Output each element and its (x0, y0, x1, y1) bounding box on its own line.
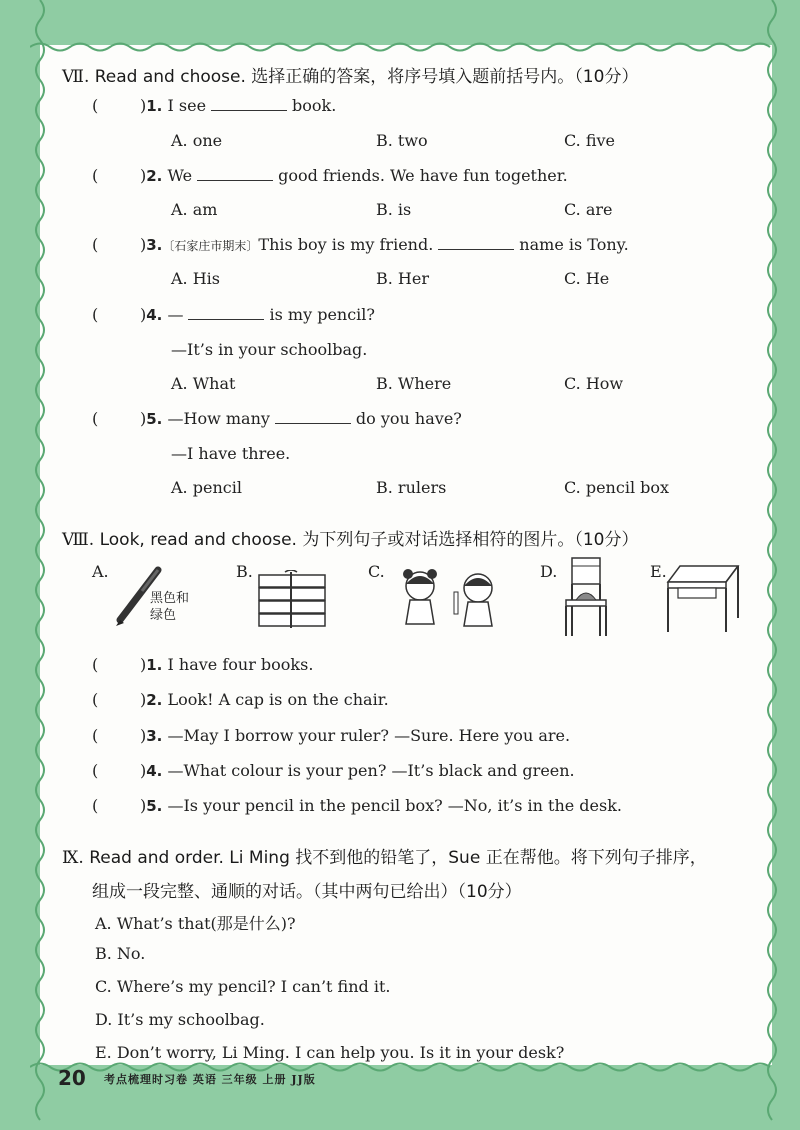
section-8-roman: Ⅷ. (62, 530, 95, 550)
order-item-d: D. It’s my schoolbag. (95, 1010, 265, 1029)
question-number: 2. (146, 691, 163, 709)
question-number: 3. (146, 236, 163, 254)
answer-paren-close: ) (140, 655, 147, 674)
question-text-pre: This boy is my friend. (258, 235, 434, 254)
order-item-a: A. What’s that(那是什么)? (95, 914, 296, 933)
question-text-post: do you have? (355, 409, 462, 428)
answer-blank[interactable] (188, 305, 264, 320)
section-9-title: Read and order. Li Ming 找不到他的铅笔了，Sue 正在帮他。将下列句子排序， (89, 848, 707, 868)
answer-paren-close: ) (140, 235, 147, 254)
picture-label-d: D. (540, 562, 558, 581)
answer-paren-close: ) (140, 96, 147, 115)
question-number: 2. (146, 167, 163, 185)
dialogue-reply: —It’s in your schoolbag. (171, 340, 368, 359)
answer-paren-close: ) (140, 305, 147, 324)
answer-paren-open[interactable]: ( (92, 166, 99, 185)
page-number: 20 (58, 1066, 86, 1090)
question-text-pre: I see (167, 96, 207, 115)
section-8-heading (62, 525, 638, 550)
option-c: C. He (564, 269, 610, 288)
answer-paren-close: ) (140, 409, 147, 428)
picture-label-a: A. (92, 562, 109, 581)
question-text-pre: — (167, 305, 184, 324)
section-7-title: Read and choose. 选择正确的答案，将序号填入题前括号内。 (94, 67, 575, 87)
question-number: 1. (146, 656, 163, 674)
question-text-pre: We (167, 166, 193, 185)
question-text-post: name is Tony. (519, 235, 629, 254)
s8-question-1 (92, 655, 98, 674)
question-number: 1. (146, 97, 163, 115)
question-number: 5. (146, 410, 163, 428)
question-text: —May I borrow your ruler? —Sure. Here you are. (167, 726, 571, 745)
s7-question-3 (92, 235, 98, 254)
question-text-pre: —How many (167, 409, 270, 428)
s8-question-4 (92, 761, 98, 780)
pen-caption-line1: 黑色和 (150, 591, 190, 606)
pen-caption-line2: 绿色 (150, 608, 177, 623)
question-text: I have four books. (167, 655, 314, 674)
answer-paren-open[interactable]: ( (92, 690, 99, 709)
option-a: A. one (171, 131, 223, 150)
option-b: B. Where (376, 374, 452, 393)
desk-icon (666, 562, 742, 634)
section-8-score: （10分） (574, 530, 639, 550)
picture-label-b: B. (236, 562, 253, 581)
question-text: Look! A cap is on the chair. (167, 690, 389, 709)
section-9-title-line2: 组成一段完整、通顺的对话。（其中两句已给出）（10分） (92, 882, 522, 902)
answer-blank[interactable] (438, 235, 514, 250)
order-item-e: E. Don’t worry, Li Ming. I can help you. Is it in your desk? (95, 1043, 565, 1062)
option-a: A. am (171, 200, 218, 219)
answer-paren-open[interactable]: ( (92, 761, 99, 780)
answer-blank[interactable] (211, 96, 287, 111)
question-text-post: book. (292, 96, 337, 115)
s8-q3-stem (140, 726, 570, 745)
option-c: C. How (564, 374, 624, 393)
left-wavy-border (30, 0, 50, 1130)
s7-q3-stem (140, 235, 629, 254)
option-a: A. His (171, 269, 221, 288)
answer-paren-open[interactable]: ( (92, 96, 99, 115)
s7-question-1 (92, 96, 98, 115)
option-c: C. five (564, 131, 616, 150)
s7-question-5 (92, 409, 98, 428)
s8-q1-stem (140, 655, 313, 674)
s8-question-2 (92, 690, 98, 709)
option-b: B. rulers (376, 478, 447, 497)
footer-text: 考点梳理时习卷 英语 三年级 上册 JJ版 (104, 1073, 316, 1086)
order-item-c: C. Where’s my pencil? I can’t find it. (95, 977, 391, 996)
s8-q4-stem (140, 761, 575, 780)
question-text-post: good friends. We have fun together. (278, 166, 568, 185)
s7-q2-stem (140, 166, 568, 185)
answer-paren-close: ) (140, 761, 147, 780)
pen-caption (150, 590, 189, 624)
option-c: C. are (564, 200, 613, 219)
question-text: —Is your pencil in the pencil box? —No, it’s in the desk. (167, 796, 622, 815)
answer-paren-close: ) (140, 690, 147, 709)
children-icon (390, 564, 510, 634)
question-number: 5. (146, 797, 163, 815)
question-source: 〔石家庄市期末〕 (162, 239, 259, 253)
answer-paren-open[interactable]: ( (92, 409, 99, 428)
s7-q1-stem (140, 96, 336, 115)
s8-q5-stem (140, 796, 622, 815)
picture-label-c: C. (368, 562, 385, 581)
answer-paren-close: ) (140, 166, 147, 185)
s7-q5-stem (140, 409, 462, 428)
right-wavy-border (762, 0, 782, 1130)
question-number: 4. (146, 306, 163, 324)
answer-paren-close: ) (140, 726, 147, 745)
section-7-heading (62, 62, 638, 87)
answer-paren-open[interactable]: ( (92, 655, 99, 674)
answer-blank[interactable] (197, 166, 273, 181)
section-9-roman: Ⅸ. (62, 848, 84, 868)
answer-paren-open[interactable]: ( (92, 726, 99, 745)
s8-question-3 (92, 726, 98, 745)
dialogue-reply: —I have three. (171, 444, 291, 463)
answer-paren-open[interactable]: ( (92, 796, 99, 815)
s7-q4-stem (140, 305, 375, 324)
top-wavy-border (30, 38, 782, 56)
answer-paren-open[interactable]: ( (92, 305, 99, 324)
chair-with-cap-icon (562, 556, 608, 638)
answer-paren-close: ) (140, 796, 147, 815)
section-9-heading (62, 843, 707, 868)
section-7-roman: Ⅶ. (62, 67, 90, 87)
picture-label-e: E. (650, 562, 667, 581)
answer-paren-open[interactable]: ( (92, 235, 99, 254)
s8-question-5 (92, 796, 98, 815)
option-b: B. two (376, 131, 428, 150)
section-8-title: Look, read and choose. 为下列句子或对话选择相符的图片。 (99, 530, 575, 550)
section-7-score: （10分） (574, 67, 639, 87)
option-c: C. pencil box (564, 478, 670, 497)
question-text-post: is my pencil? (269, 305, 375, 324)
question-number: 3. (146, 727, 163, 745)
option-b: B. Her (376, 269, 429, 288)
answer-blank[interactable] (275, 409, 351, 424)
question-number: 4. (146, 762, 163, 780)
option-a: A. pencil (171, 478, 242, 497)
s8-q2-stem (140, 690, 389, 709)
s7-question-2 (92, 166, 98, 185)
books-icon (255, 570, 333, 630)
option-a: A. What (171, 374, 236, 393)
option-b: B. is (376, 200, 412, 219)
question-text: —What colour is your pen? —It’s black and green. (167, 761, 575, 780)
s7-question-4 (92, 305, 98, 324)
order-item-b: B. No. (95, 944, 146, 963)
